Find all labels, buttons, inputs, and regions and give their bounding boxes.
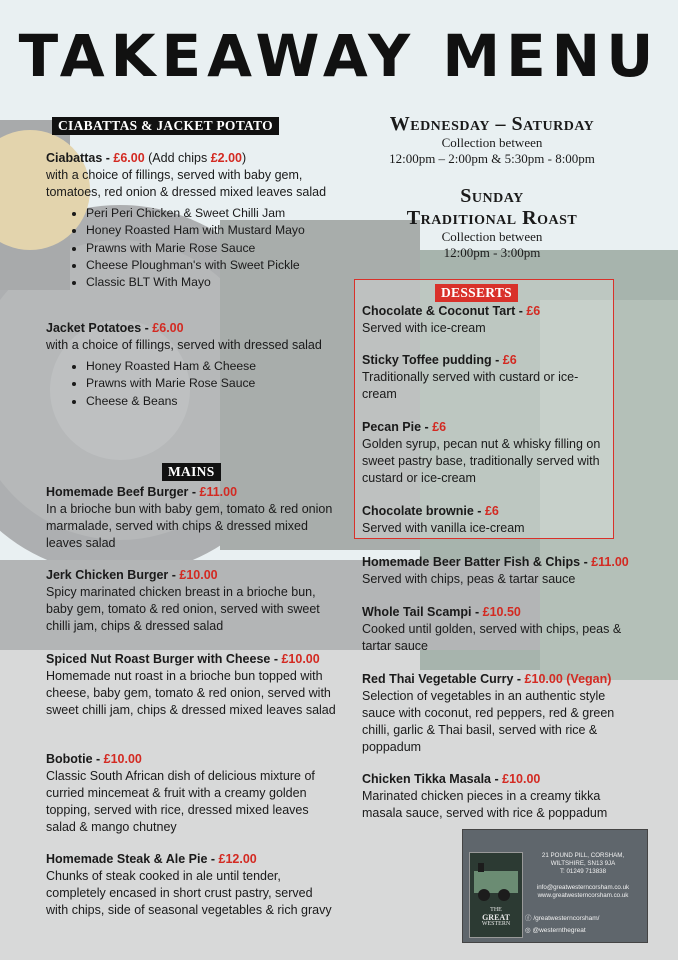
- item-price: £10.00: [524, 672, 563, 686]
- ciabattas-item: [46, 150, 342, 291]
- website-url: www.greatwesterncorsham.co.uk: [537, 892, 629, 899]
- item-price: £6.00: [152, 321, 184, 335]
- item-name: Ciabattas -: [46, 151, 114, 165]
- great-western-logo: [469, 852, 523, 938]
- item-price-note: (Vegan): [562, 672, 612, 686]
- item-name: Homemade Beef Burger -: [46, 485, 200, 499]
- fillings-list: [46, 205, 342, 291]
- item-description: In a brioche bun with baby gem, tomato & red onion marmalade, served with chips & dressed mixed leaves salad: [46, 502, 333, 550]
- item-description: Served with ice-cream: [362, 321, 486, 335]
- instagram-handle: @westernthegreat: [532, 927, 586, 934]
- menu-item: [46, 751, 336, 836]
- item-description: Spicy marinated chicken breast in a brioche bun, baby gem, tomato & red onion, served with sweet chilli jam, chips & dressed salad: [46, 585, 320, 633]
- item-name: Pecan Pie -: [362, 420, 433, 434]
- fillings-list: [46, 358, 342, 410]
- item-price: £10.00: [179, 568, 218, 582]
- menu-item: [362, 671, 642, 756]
- item-name: Spiced Nut Roast Burger with Cheese -: [46, 652, 282, 666]
- item-description: Served with vanilla ice-cream: [362, 521, 525, 535]
- item-price: £10.00: [502, 772, 541, 786]
- list-item: • Peri Peri Chicken & Sweet Chilli Jam: [86, 205, 342, 222]
- dessert-item: [362, 503, 608, 537]
- instagram-handle-row: [525, 926, 586, 935]
- menu-item: [46, 651, 336, 719]
- hours-heading: Traditional Roast: [406, 207, 578, 229]
- item-price: £6: [432, 420, 447, 434]
- item-extra-price: £2.00: [210, 151, 242, 165]
- email-address: info@greatwesterncorsham.co.uk: [536, 884, 630, 891]
- section-heading-desserts: DESSERTS: [435, 284, 518, 302]
- item-description: Golden syrup, pecan nut & whisky filling on sweet pastry base, traditionally served with custard or ice-cream: [362, 437, 601, 485]
- item-name: Whole Tail Scampi -: [362, 605, 483, 619]
- menu-item: [46, 484, 336, 552]
- address-line: WILTSHIRE, SN13 9JA: [550, 860, 616, 867]
- dessert-item: [362, 303, 608, 337]
- item-price: £10.00: [281, 652, 320, 666]
- menu-item: [362, 554, 642, 588]
- list-item: • Prawns with Marie Rose Sauce: [86, 375, 342, 392]
- desserts-box: [354, 279, 614, 539]
- opening-hours-sunday: [342, 185, 642, 260]
- page-title: TAKEAWAY MENU: [18, 22, 660, 90]
- item-price: £12.00: [218, 852, 257, 866]
- dessert-item: [362, 352, 608, 403]
- item-price: £10.50: [482, 605, 521, 619]
- item-description: Served with chips, peas & tartar sauce: [362, 572, 576, 586]
- menu-item: [362, 771, 642, 822]
- item-name: Jerk Chicken Burger -: [46, 568, 180, 582]
- list-item: • Cheese & Beans: [86, 393, 342, 410]
- address-block: [525, 852, 641, 900]
- item-description: Classic South African dish of delicious mixture of curried mincemeat & fruit with a creamy golden topping, served with rice, dressed mixed leaves salad & mango chutney: [46, 769, 315, 834]
- item-name: Red Thai Vegetable Curry -: [362, 672, 525, 686]
- menu-item: [362, 604, 642, 655]
- item-price: £6.00: [113, 151, 145, 165]
- hours-times: 12:00pm – 2:00pm & 5:30pm - 8:00pm: [389, 150, 595, 166]
- menu-item: [46, 567, 336, 635]
- opening-hours-weekday: [342, 113, 642, 166]
- item-price: £6: [526, 304, 541, 318]
- brand-line: WESTERN: [481, 921, 511, 927]
- item-description: Marinated chicken pieces in a creamy tikka masala sauce, served with rice & poppadum: [362, 789, 608, 820]
- item-name: Chocolate & Coconut Tart -: [362, 304, 527, 318]
- list-item: • Honey Roasted Ham with Mustard Mayo: [86, 222, 342, 239]
- item-name: Homemade Beer Batter Fish & Chips -: [362, 555, 592, 569]
- item-price: £6: [502, 353, 517, 367]
- item-price: £6: [484, 504, 499, 518]
- item-name: Chicken Tikka Masala -: [362, 772, 503, 786]
- item-description: with a choice of fillings, served with baby gem, tomatoes, red onion & dressed mixed leaves salad: [46, 168, 327, 199]
- hours-times: 12:00pm - 3:00pm: [443, 244, 541, 260]
- item-name: Sticky Toffee pudding -: [362, 353, 503, 367]
- item-name: Bobotie -: [46, 752, 104, 766]
- list-item: • Cheese Ploughman's with Sweet Pickle: [86, 257, 342, 274]
- address-line: 21 POUND PILL, CORSHAM,: [541, 852, 625, 859]
- item-extra: (Add chips: [144, 151, 211, 165]
- list-item: • Honey Roasted Ham & Cheese: [86, 358, 342, 375]
- item-price: £11.00: [591, 555, 629, 569]
- hours-heading: Wednesday – Saturday: [389, 113, 595, 135]
- facebook-handle: /greatwesterncorsham/: [533, 915, 600, 922]
- instagram-icon: ◎: [525, 927, 531, 934]
- item-extra-close: ): [241, 151, 247, 165]
- item-description: with a choice of fillings, served with dressed salad: [46, 338, 322, 352]
- list-item: • Prawns with Marie Rose Sauce: [86, 240, 342, 257]
- item-price: £10.00: [103, 752, 142, 766]
- brand-line: THE: [490, 907, 502, 913]
- hours-heading: Sunday: [460, 185, 524, 207]
- facebook-handle-row: [525, 914, 599, 923]
- item-description: Cooked until golden, served with chips, peas & tartar sauce: [362, 622, 622, 653]
- item-description: Selection of vegetables in an authentic style sauce with coconut, red peppers, red & green chilli, garlic & Thai basil, served with rice & poppadum: [362, 689, 615, 754]
- hours-subtitle: Collection between: [441, 135, 543, 150]
- facebook-icon: ⓕ: [525, 915, 532, 922]
- brand-line: GREAT: [482, 913, 510, 922]
- item-description: Homemade nut roast in a brioche bun topped with cheese, baby gem, tomato & red onion, served with sweet chilli jam, chips & dressed mixed leaves salad: [46, 669, 336, 717]
- list-item: • Classic BLT With Mayo: [86, 274, 342, 291]
- menu-item: [46, 851, 336, 919]
- dessert-item: [362, 419, 608, 487]
- section-heading-mains: MAINS: [162, 463, 221, 481]
- contact-plaque: [462, 829, 648, 943]
- item-description: Chunks of steak cooked in ale until tender, completely encased in short crust pastry, served with chips, side of seasonal vegetables & rich gravy: [46, 869, 332, 917]
- item-name: Chocolate brownie -: [362, 504, 485, 518]
- item-price: £11.00: [199, 485, 238, 499]
- item-description: Traditionally served with custard or ice-cream: [362, 370, 579, 401]
- hours-subtitle: Collection between: [441, 229, 543, 244]
- item-name: Jacket Potatoes -: [46, 321, 153, 335]
- phone-number: T: 01249 713838: [559, 868, 607, 875]
- item-name: Homemade Steak & Ale Pie -: [46, 852, 219, 866]
- section-heading-ciabattas: CIABATTAS & JACKET POTATO: [52, 117, 279, 135]
- jacket-potatoes-item: [46, 320, 342, 410]
